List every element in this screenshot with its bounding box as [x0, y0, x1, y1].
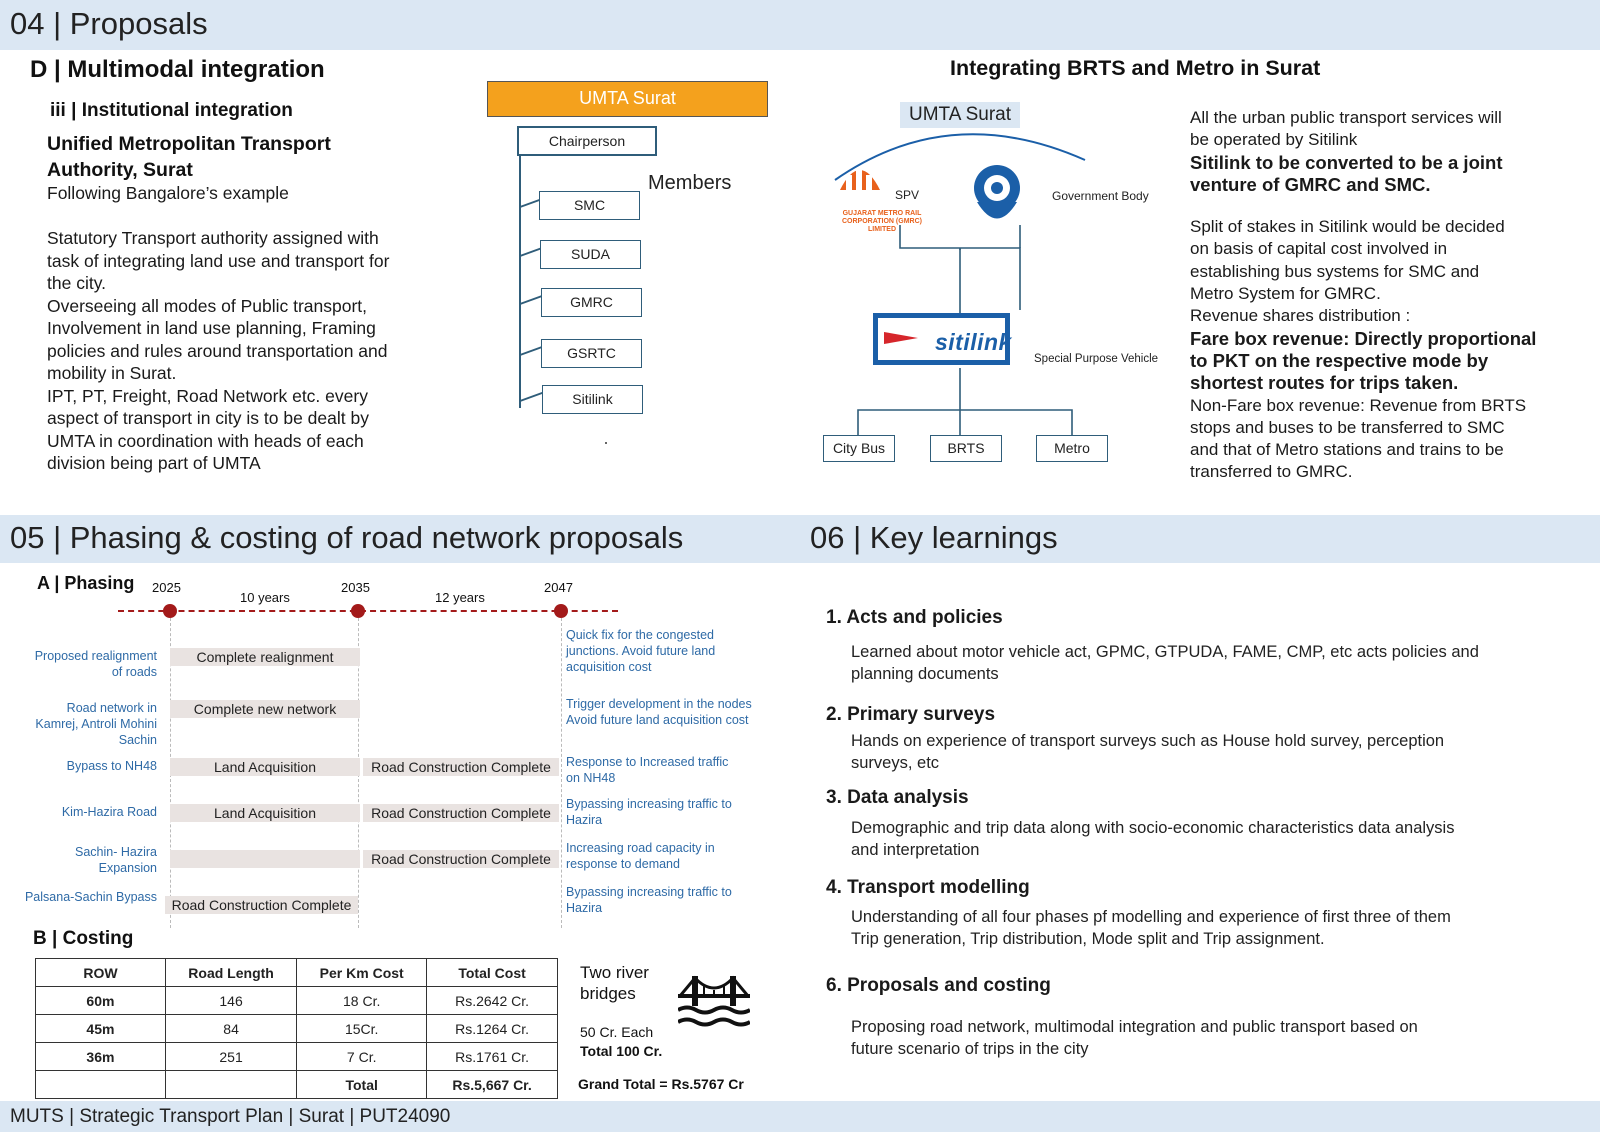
cell: Rs.2642 Cr.: [427, 987, 558, 1015]
costing-table: [35, 958, 558, 1099]
bridge-total-cost: Total 100 Cr.: [580, 1043, 663, 1059]
span-10-years: 10 years: [240, 590, 290, 605]
org-member-connector: [520, 295, 541, 305]
cell: 45m: [36, 1015, 166, 1043]
spv-full-label: Special Purpose Vehicle: [1034, 353, 1159, 365]
org-member-connector: [520, 392, 542, 402]
phase-row-note: Bypassing increasing traffic to Hazira: [566, 885, 732, 915]
cell: Rs.1761 Cr.: [427, 1043, 558, 1071]
description-line: the city.: [47, 273, 107, 293]
total-label: Total: [297, 1071, 427, 1099]
learning-heading: 4. Transport modelling: [826, 877, 1030, 898]
table-header-row: [36, 959, 558, 987]
brts-line: stops and buses to be transferred to SMC: [1190, 417, 1505, 437]
phase-row-label: Kim-Hazira Road: [61, 805, 157, 819]
brts-line: Metro System for GMRC.: [1190, 284, 1381, 304]
learning-text: Proposing road network, multimodal integration and public transport based on future scenario of trips in the city: [851, 1018, 1418, 1058]
umta-heading-line: Authority, Surat: [47, 159, 193, 181]
cell: [36, 1071, 166, 1099]
org-member-gmrc: GMRC: [541, 288, 642, 317]
bridge-icon: [678, 972, 750, 1030]
description-line: aspect of transport in city is to be dealt by: [47, 408, 369, 428]
phase-row-label: Road network in Kamrej, Antroli Mohini Sachin: [35, 701, 157, 747]
brts-line: Revenue shares distribution :: [1190, 306, 1411, 326]
government-emblem-icon: [974, 165, 1020, 219]
table-row: [36, 987, 558, 1015]
learning-text: Demographic and trip data along with socio-economic characteristics data analysis and interpretation: [851, 819, 1455, 859]
timeline-marker-2035: [351, 604, 365, 618]
description-line: policies and rules around transportation and: [47, 340, 388, 361]
description-line: mobility in Surat.: [47, 363, 177, 383]
brts-umta-label: UMTA Surat: [900, 102, 1020, 128]
cell: 60m: [36, 987, 166, 1015]
brts-line: and that of Metro stations and trains to be: [1190, 440, 1504, 460]
brts-line: Non-Fare box revenue: Revenue from BRTS: [1190, 395, 1527, 415]
brts-line: venture of GMRC and SMC.: [1190, 173, 1431, 195]
col-header: ROW: [36, 959, 166, 987]
org-member-connector: [520, 199, 539, 208]
bridges-label: [580, 962, 649, 1004]
timeline-marker-2047: [554, 604, 568, 618]
phase-row-label: Proposed realignment of roads: [34, 649, 157, 679]
grand-total: Grand Total = Rs.5767 Cr: [578, 1076, 744, 1092]
section-title-key-learnings: 06 | Key learnings: [810, 520, 1058, 555]
cell: Rs.1264 Cr.: [427, 1015, 558, 1043]
year-2047: 2047: [544, 580, 573, 595]
child-brts: BRTS: [930, 435, 1002, 462]
org-member-smc: SMC: [539, 191, 640, 220]
footer-text: MUTS | Strategic Transport Plan | Surat | PUT24090: [10, 1106, 451, 1127]
brts-paragraph: [1190, 328, 1536, 395]
description-line: Involvement in land use planning, Framing: [47, 318, 376, 338]
brts-line: transferred to GMRC.: [1190, 462, 1353, 482]
description-line: Overseeing all modes of Public transport,: [47, 295, 368, 316]
table-row: [36, 1043, 558, 1071]
phase-bar-first: Complete realignment: [170, 648, 360, 666]
brts-title: Integrating BRTS and Metro in Surat: [950, 56, 1321, 80]
costing-heading: B | Costing: [33, 928, 134, 949]
phase-row-label: Sachin- Hazira Expansion: [75, 845, 157, 875]
brts-paragraph: [1190, 152, 1536, 197]
description-line: Statutory Transport authority assigned with: [47, 228, 379, 248]
learning-text: Hands on experience of transport surveys such as House hold survey, perception surveys, etc: [851, 732, 1445, 772]
brts-line: to PKT on the respective mode by: [1190, 349, 1489, 371]
brts-description: [1190, 107, 1536, 484]
org-member-suda: SUDA: [540, 240, 641, 269]
table-row: [36, 1015, 558, 1043]
timeline-line: [118, 610, 618, 612]
org-member-connector: [520, 346, 541, 356]
description-line: task of integrating land use and transport for: [47, 250, 390, 271]
org-chairperson-box: Chairperson: [517, 126, 657, 156]
learning-heading: 2. Primary surveys: [826, 704, 996, 725]
learning-heading: 1. Acts and policies: [826, 607, 1003, 628]
brts-paragraph: [1190, 107, 1536, 152]
phase-bar-first: Complete new network: [170, 700, 360, 718]
brts-line: be operated by Sitilink: [1190, 130, 1358, 150]
phase-bar-second: Road Construction Complete: [363, 758, 559, 776]
brts-line: Split of stakes in Sitilink would be decided: [1190, 217, 1505, 237]
phase-row-label: Bypass to NH48: [66, 759, 157, 773]
umta-heading: [47, 131, 331, 183]
gov-body-label: Government Body: [1052, 189, 1149, 203]
sitilink-wordmark: sitilink: [935, 329, 1012, 355]
child-city-bus: City Bus: [823, 435, 895, 462]
cell: 18 Cr.: [297, 987, 427, 1015]
timeline-guide: [561, 618, 562, 928]
org-umta-box: UMTA Surat: [487, 81, 768, 117]
cell: [165, 1071, 296, 1099]
section-title-phasing: 05 | Phasing & costing of road network proposals: [10, 520, 684, 555]
col-header: Total Cost: [427, 959, 558, 987]
bridges-line: bridges: [580, 984, 636, 1003]
phase-bar-second: Road Construction Complete: [363, 850, 559, 868]
org-members-label: Members: [648, 172, 732, 194]
total-value: Rs.5,667 Cr.: [427, 1071, 558, 1099]
phase-bar-empty: [170, 850, 360, 868]
brts-line: on basis of capital cost involved in: [1190, 239, 1448, 259]
umta-heading-line: Unified Metropolitan Transport: [47, 133, 331, 155]
description-line: UMTA in coordination with heads of each: [47, 430, 364, 451]
col-header: Road Length: [165, 959, 296, 987]
header-band-04: [0, 0, 1600, 50]
phase-row-note: Quick fix for the congested junctions. Avoid future land acquisition cost: [566, 628, 716, 674]
brts-paragraph: [1190, 395, 1536, 484]
org-member-connector: [520, 248, 540, 257]
section-title-proposals: 04 | Proposals: [10, 6, 208, 41]
brts-line: Sitilink to be converted to be a joint: [1190, 151, 1503, 173]
col-header: Per Km Cost: [297, 959, 427, 987]
subsection-institutional: iii | Institutional integration: [50, 100, 293, 121]
learning-text: Learned about motor vehicle act, GPMC, GTPUDA, FAME, CMP, etc acts policies and planning documents: [851, 643, 1479, 683]
phase-bar-first: Land Acquisition: [170, 804, 360, 822]
learning-text: Understanding of all four phases pf modelling and experience of first three of them Trip generation, Trip distribution, Mode split and Trip assignment.: [851, 908, 1451, 948]
bridge-each-cost: 50 Cr. Each: [580, 1024, 654, 1040]
stray-dot: [605, 442, 607, 444]
org-member-gsrtc: GSRTC: [541, 339, 642, 368]
subsection-multimodal: D | Multimodal integration: [30, 56, 325, 83]
brts-line: establishing bus systems for SMC and: [1190, 261, 1480, 281]
phase-bar-first: Land Acquisition: [170, 758, 360, 776]
org-vertical-line: [519, 155, 521, 408]
phase-row-label: Palsana-Sachin Bypass: [24, 890, 157, 904]
phase-row-note: Bypassing increasing traffic to Hazira: [566, 797, 732, 827]
cell: 15Cr.: [297, 1015, 427, 1043]
brts-diagram: [820, 110, 1210, 470]
children-connector: [858, 410, 1072, 435]
brts-paragraph: [1190, 216, 1536, 327]
umta-description: [47, 227, 389, 475]
description-line: division being part of UMTA: [47, 453, 261, 473]
bangalore-example: Following Bangalore’s example: [47, 183, 289, 203]
org-member-sitilink: Sitilink: [542, 385, 643, 414]
bridges-line: Two river: [580, 963, 649, 982]
phase-row-note: Trigger development in the nodes Avoid future land acquisition cost: [566, 697, 752, 727]
year-2025: 2025: [152, 580, 181, 595]
brts-line: All the urban public transport services will: [1190, 108, 1502, 127]
cell: 7 Cr.: [297, 1043, 427, 1071]
cell: 146: [165, 987, 296, 1015]
span-12-years: 12 years: [435, 590, 485, 605]
cell: 251: [165, 1043, 296, 1071]
cell: 84: [165, 1015, 296, 1043]
umta-arc: [835, 134, 1085, 180]
learning-heading: 3. Data analysis: [826, 787, 969, 808]
phase-bar-second: Road Construction Complete: [363, 804, 559, 822]
gmrc-logo-text: GUJARAT METRO RAIL CORPORATION (GMRC) LIMITED: [842, 210, 922, 233]
table-total-row: [36, 1071, 558, 1099]
phase-bar-first: Road Construction Complete: [165, 896, 358, 914]
brts-line: Fare box revenue: Directly proportional: [1190, 327, 1537, 349]
child-metro: Metro: [1036, 435, 1108, 462]
learning-heading: 6. Proposals and costing: [826, 975, 1051, 996]
spv-label: SPV: [895, 188, 920, 202]
cell: 36m: [36, 1043, 166, 1071]
timeline-marker-2025: [163, 604, 177, 618]
description-line: IPT, PT, Freight, Road Network etc. every: [47, 385, 368, 406]
phasing-heading: A | Phasing: [37, 573, 135, 593]
brts-line: shortest routes for trips taken.: [1190, 372, 1459, 394]
phase-row-note: Response to Increased traffic on NH48: [566, 755, 729, 785]
phase-row-note: Increasing road capacity in response to demand: [566, 841, 715, 871]
year-2035: 2035: [341, 580, 370, 595]
